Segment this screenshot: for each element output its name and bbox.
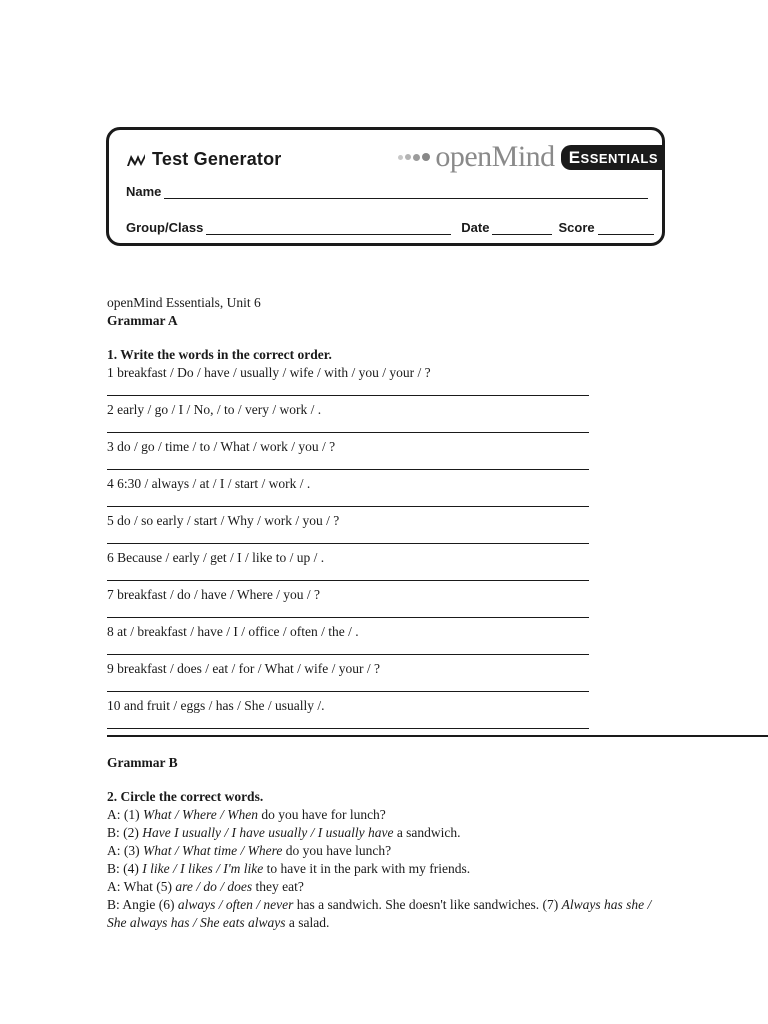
name-field-row	[126, 184, 648, 199]
section-a	[107, 294, 589, 734]
section-divider	[107, 735, 768, 737]
choice-options[interactable]: Have I usually / I have usually / I usually have	[142, 825, 394, 840]
dialogue-line: B: Angie (6) always / often / never has a sandwich. She doesn't like sandwiches. (7) Always has she / She always has / She eats always a salad.	[107, 897, 652, 930]
name-label: Name	[126, 184, 162, 199]
answer-line[interactable]	[107, 567, 589, 581]
q2-instruction: 2. Circle the correct words.	[107, 789, 264, 804]
macmillan-logo-icon	[126, 152, 146, 168]
section-b	[107, 754, 667, 932]
unit-title: openMind Essentials, Unit 6	[107, 295, 261, 310]
group-class-label: Group/Class	[126, 220, 204, 235]
q1-instruction: 1. Write the words in the correct order.	[107, 347, 332, 362]
date-label: Date	[461, 220, 490, 235]
answer-line[interactable]	[107, 641, 589, 655]
group-class-line[interactable]	[206, 222, 451, 235]
answer-line[interactable]	[107, 456, 589, 470]
essentials-badge: ESSENTIALS	[561, 145, 662, 170]
dialogue-line: A: What (5) are / do / does they eat?	[107, 879, 304, 894]
choice-options[interactable]: What / What time / Where	[143, 843, 283, 858]
section-a-title: Grammar A	[107, 313, 178, 328]
q1-item: 5 do / so early / start / Why / work / you / ?	[107, 513, 340, 528]
answer-line[interactable]	[107, 493, 589, 507]
q1-item: 6 Because / early / get / I / like to / up / .	[107, 550, 325, 565]
brand-dots-icon	[398, 153, 432, 161]
q1-item: 4 6:30 / always / at / I / start / work / .	[107, 476, 311, 491]
choice-options[interactable]: are / do / does	[175, 879, 253, 894]
choice-options[interactable]: What / Where / When	[143, 807, 258, 822]
answer-line[interactable]	[107, 715, 589, 729]
date-line[interactable]	[492, 222, 552, 235]
test-header-box	[106, 127, 665, 246]
score-label: Score	[558, 220, 595, 235]
choice-options[interactable]: always / often / never	[177, 897, 294, 912]
q1-item: 2 early / go / I / No, / to / very / work / .	[107, 402, 322, 417]
q1-item: 10 and fruit / eggs / has / She / usually /.	[107, 698, 325, 713]
answer-line[interactable]	[107, 604, 589, 618]
name-line[interactable]	[164, 186, 648, 199]
dialogue-line: B: (4) I like / I likes / I'm like to have it in the park with my friends.	[107, 861, 471, 876]
brand-name: openMind	[435, 140, 555, 173]
test-generator-logo	[126, 149, 282, 170]
answer-line[interactable]	[107, 382, 589, 396]
score-line[interactable]	[598, 222, 654, 235]
answer-line[interactable]	[107, 419, 589, 433]
q1-item: 8 at / breakfast / have / I / office / often / the / .	[107, 624, 359, 639]
group-field-row	[126, 220, 654, 235]
test-generator-title: Test Generator	[152, 149, 282, 169]
dialogue-line: A: (3) What / What time / Where do you have lunch?	[107, 843, 392, 858]
q1-item: 9 breakfast / does / eat / for / What / wife / your / ?	[107, 661, 381, 676]
dialogue-line: A: (1) What / Where / When do you have for lunch?	[107, 807, 386, 822]
section-b-title: Grammar B	[107, 755, 178, 770]
choice-options[interactable]: I like / I likes / I'm like	[142, 861, 264, 876]
answer-line[interactable]	[107, 678, 589, 692]
choice-options[interactable]: Always has she / She always has / She eats always	[107, 897, 652, 930]
openmind-brand	[398, 140, 662, 174]
q1-item: 7 breakfast / do / have / Where / you / ?	[107, 587, 321, 602]
q1-item: 3 do / go / time / to / What / work / you / ?	[107, 439, 336, 454]
q1-item: 1 breakfast / Do / have / usually / wife / with / you / your / ?	[107, 365, 431, 380]
dialogue-line: B: (2) Have I usually / I have usually / I usually have a sandwich.	[107, 825, 461, 840]
answer-line[interactable]	[107, 530, 589, 544]
